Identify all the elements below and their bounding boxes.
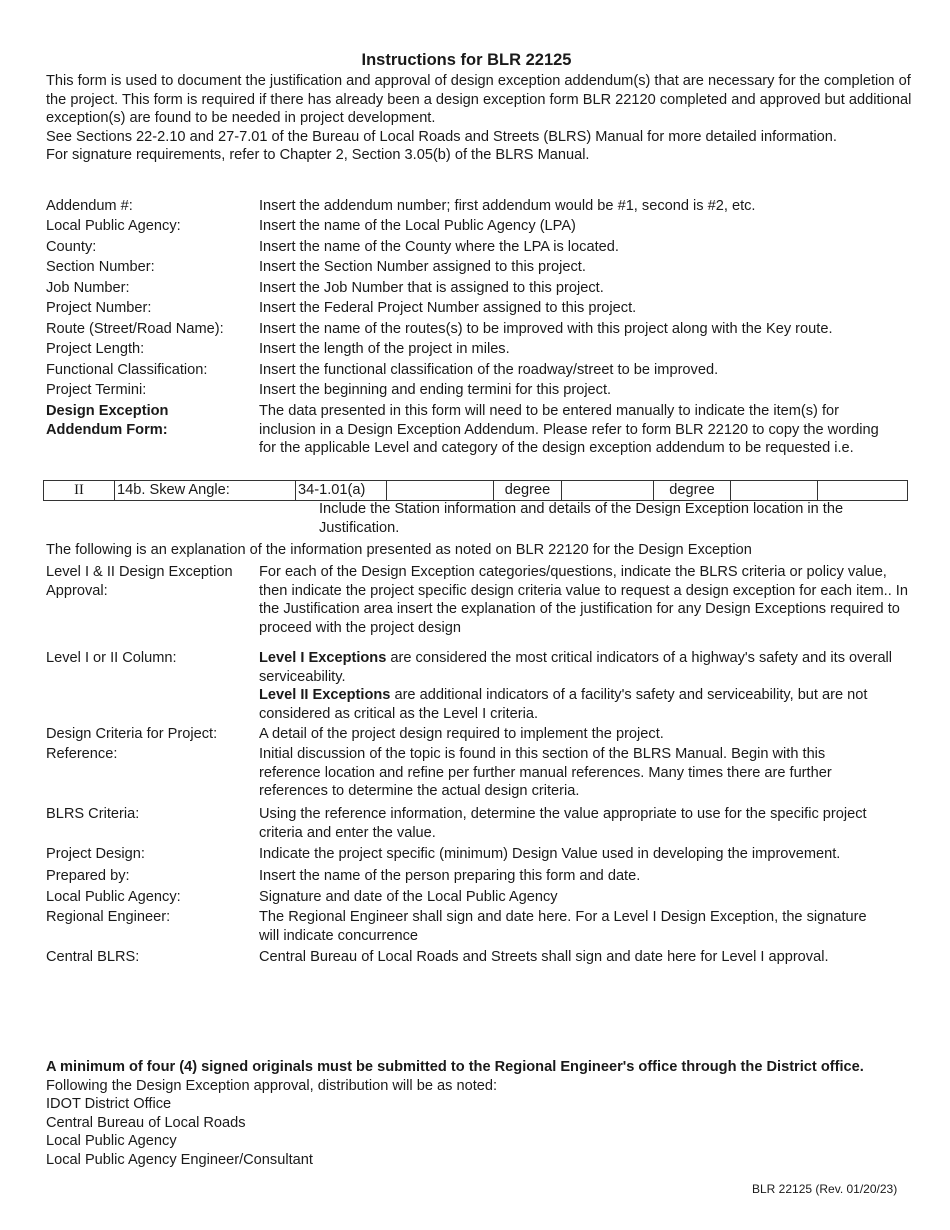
intro-paragraph-2: See Sections 22-2.10 and 27-7.01 of the Bureau of Local Roads and Streets (BLRS) Manual for more detailed information. — [46, 128, 837, 145]
explanation-value: Signature and date of the Local Public Agency — [259, 889, 558, 905]
explanation-label: Reference: — [46, 746, 118, 762]
example-blank-2 — [562, 481, 654, 501]
example-unit-1: degree — [494, 481, 562, 501]
field-label: Project Length: — [46, 341, 145, 357]
field-label: Project Termini: — [46, 382, 147, 398]
explanation-value: For each of the Design Exception categories/questions, indicate the BLRS criteria or policy value, then indicate the project specific design criteria value to request a design exception for each item.. In the Justification area insert the explanation of the justification for any Design Exceptions required to proceed with the project design — [259, 564, 908, 636]
explanation-intro: The following is an explanation of the information presented as noted on BLR 22120 for the Design Exception — [46, 542, 752, 558]
field-value: Insert the Job Number that is assigned to this project. — [259, 280, 604, 296]
field-label: Job Number: — [46, 280, 130, 296]
explanation-value: The Regional Engineer shall sign and date here. For a Level I Design Exception, the signature will indicate concurrence — [259, 909, 867, 944]
distribution-item: IDOT District Office — [46, 1096, 172, 1113]
page-title: Instructions for BLR 22125 — [361, 51, 572, 69]
distribution-item: Local Public Agency Engineer/Consultant — [46, 1151, 313, 1168]
field-label: Project Number: — [46, 300, 152, 316]
distribution-requirement: A minimum of four (4) signed originals must be submitted to the Regional Engineer's office through the District office. — [46, 1059, 864, 1075]
explanation-value: Using the reference information, determine the value appropriate to use for the specific project criteria and enter the value. — [259, 806, 867, 841]
example-reference: 34-1.01(a) — [296, 481, 387, 501]
field-label: Local Public Agency: — [46, 218, 181, 234]
field-value: Insert the beginning and ending termini for this project. — [259, 382, 612, 398]
level-2-term: Level II Exceptions — [259, 687, 391, 704]
field-value: Insert the addendum number; first addendum would be #1, second is #2, etc. — [259, 198, 756, 214]
intro-section — [46, 72, 916, 165]
level-2-text: are additional indicators of a facility's safety and serviceability, but are not considered as critical as the Level I criteria. — [259, 687, 868, 722]
distribution-item: Local Public Agency — [46, 1133, 177, 1150]
explanation-value — [259, 649, 894, 723]
field-label: Design Exception Addendum Form: — [46, 403, 169, 438]
field-label: Addendum #: — [46, 198, 133, 214]
explanation-value: A detail of the project design required to implement the project. — [259, 726, 664, 742]
explanation-value: Insert the name of the person preparing this form and date. — [259, 868, 641, 884]
field-value: Insert the name of the Local Public Agency (LPA) — [259, 218, 576, 234]
explanation-label: Level I or II Column: — [46, 650, 177, 666]
example-blank-4 — [818, 481, 908, 501]
level-1-description — [259, 649, 894, 686]
explanation-label: BLRS Criteria: — [46, 806, 140, 822]
field-label: County: — [46, 239, 97, 255]
explanation-label: Project Design: — [46, 846, 145, 862]
level-1-text: are considered the most critical indicators of a highway's safety and its overall serviceability. — [259, 650, 893, 685]
level-2-description — [259, 686, 894, 723]
distribution-item: Central Bureau of Local Roads — [46, 1114, 246, 1131]
field-label: Section Number: — [46, 259, 155, 275]
field-value: Insert the name of the routes(s) to be improved with this project along with the Key route. — [259, 321, 833, 337]
distribution-intro: Following the Design Exception approval, distribution will be as noted: — [46, 1077, 498, 1094]
example-level: II — [44, 481, 115, 501]
explanation-label: Prepared by: — [46, 868, 130, 884]
example-blank-1 — [387, 481, 494, 501]
explanation-label: Design Criteria for Project: — [46, 726, 218, 742]
explanation-value: Indicate the project specific (minimum) Design Value used in developing the improvement. — [259, 846, 841, 862]
example-unit-2: degree — [654, 481, 731, 501]
field-value: Insert the Federal Project Number assigned to this project. — [259, 300, 637, 316]
explanation-label: Regional Engineer: — [46, 909, 171, 925]
station-note: Include the Station information and details of the Design Exception location in the Justification. — [319, 501, 844, 536]
example-exception-row — [43, 480, 908, 501]
field-value: The data presented in this form will need to be entered manually to indicate the item(s) for inclusion in a Design Exception Addendum. Please refer to form BLR 22120 to copy the wording for the applicable Level and category of the design exception addendum to be requested i.e. — [259, 403, 879, 457]
field-label: Route (Street/Road Name): — [46, 321, 224, 337]
example-blank-3 — [731, 481, 818, 501]
intro-paragraph-1: This form is used to document the justification and approval of design exception addendum(s) that are necessary for the completion of the project. This form is required if there has already been a design exception form BLR 22120 completed and approved but additional exception(s) are found to be needed in project development. — [46, 73, 912, 127]
distribution-section — [46, 1058, 926, 1170]
form-footer: BLR 22125 (Rev. 01/20/23) — [752, 1182, 898, 1196]
field-value: Insert the length of the project in miles. — [259, 341, 510, 357]
explanation-label: Level I & II Design Exception Approval: — [46, 564, 233, 599]
example-item: 14b. Skew Angle: — [115, 481, 296, 501]
field-label: Functional Classification: — [46, 362, 208, 378]
intro-paragraph-3: For signature requirements, refer to Chapter 2, Section 3.05(b) of the BLRS Manual. — [46, 147, 590, 164]
explanation-label: Central BLRS: — [46, 949, 140, 965]
field-value: Insert the name of the County where the LPA is located. — [259, 239, 619, 255]
explanation-label: Local Public Agency: — [46, 889, 181, 905]
level-1-term: Level I Exceptions — [259, 650, 387, 666]
explanation-value: Initial discussion of the topic is found in this section of the BLRS Manual. Begin with this reference location and refine per further manual references. Many times there are further references to determine the actual design criteria. — [259, 746, 832, 800]
field-value: Insert the Section Number assigned to this project. — [259, 259, 586, 275]
field-value: Insert the functional classification of the roadway/street to be improved. — [259, 362, 719, 378]
explanation-value: Central Bureau of Local Roads and Streets shall sign and date here for Level I approval. — [259, 949, 829, 965]
